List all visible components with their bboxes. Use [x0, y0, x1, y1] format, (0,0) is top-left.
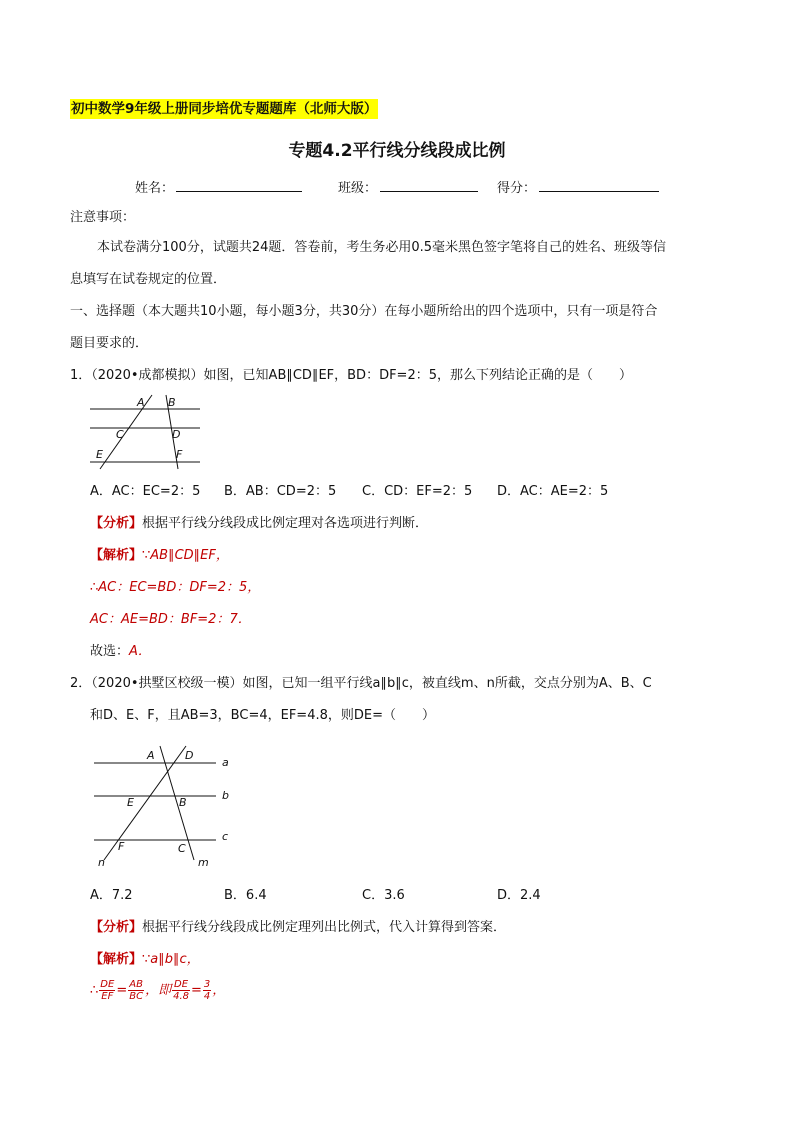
q2-label-line-m: m — [198, 856, 209, 869]
q2-option-c[interactable]: C．3.6 — [362, 888, 405, 903]
q1-answer — [90, 643, 151, 661]
q1-option-d[interactable]: D．AC：AE=2：5 — [497, 484, 609, 499]
q1-label-a: A — [137, 396, 145, 409]
q1-answer-prefix: 故选： — [90, 644, 130, 659]
score-label: 得分： — [497, 181, 537, 196]
q1-label-c: C — [116, 428, 124, 441]
section-1-line-1: 一、选择题（本大题共10小题，每小题3分，共30分）在每小题所给出的四个选项中，只有一项是符合 — [70, 304, 658, 319]
q1-option-a[interactable]: A．AC：EC=2：5 — [90, 484, 201, 499]
q1-solution-line-2: ∴AC：EC=BD：DF=2：5， — [90, 580, 261, 595]
q2-label-e: E — [127, 796, 134, 809]
q2-label-f: F — [118, 840, 125, 853]
q2-label-line-b: b — [222, 789, 229, 802]
q2-option-d[interactable]: D．2.4 — [497, 888, 541, 903]
q2-frac2-num: AB — [129, 979, 143, 990]
q2-solution-tag: 【解析】 — [90, 952, 143, 967]
q2-fraction-de-48 — [172, 979, 190, 1002]
score-field-line[interactable] — [539, 191, 659, 192]
q2-analysis — [90, 919, 506, 937]
q1-figure — [88, 393, 208, 473]
q2-frac3-num: DE — [174, 979, 189, 990]
q2-source: （2020•拱墅区校级一模） — [91, 676, 243, 691]
q1-analysis — [90, 515, 428, 533]
q1-option-b[interactable]: B．AB：CD=2：5 — [224, 484, 337, 499]
q2-frac3-den: 4.8 — [173, 991, 189, 1002]
q1-analysis-tag: 【分析】 — [90, 516, 143, 531]
document-title: 专题4.2平行线分线段成比例 — [288, 141, 506, 161]
series-title: 初中数学9年级上册同步培优专题题库（北师大版） — [71, 101, 378, 117]
q1-label-b: B — [168, 396, 176, 409]
q2-fraction-ab-bc — [128, 979, 144, 1002]
notice-line-2: 息填写在试卷规定的位置． — [70, 272, 227, 287]
q2-label-line-a: a — [222, 756, 229, 769]
q2-fraction-de-ef — [99, 979, 115, 1002]
q2-frac4-den: 4 — [203, 991, 211, 1002]
notice-heading: 注意事项： — [70, 210, 136, 225]
section-1-line-2: 题目要求的． — [70, 336, 149, 351]
q1-source: （2020•成都模拟） — [91, 368, 204, 383]
class-field-line[interactable] — [380, 191, 478, 192]
q2-option-b[interactable]: B．6.4 — [224, 888, 267, 903]
q1-number: 1． — [70, 368, 92, 383]
notice-line-1: 本试卷满分100分，试题共24题．答卷前，考生务必用0.5毫米黑色签字笔将自己的姓名、班级等信 — [97, 240, 667, 255]
name-field-line[interactable] — [176, 191, 302, 192]
q2-label-b: B — [179, 796, 187, 809]
q1-solution-line-1: ∵AB∥CD∥EF， — [142, 548, 229, 563]
q2-mid: ，即 — [145, 983, 172, 998]
q1-analysis-text: 根据平行线分线段成比例定理对各选项进行判断． — [142, 516, 429, 531]
q2-therefore: ∴ — [90, 983, 99, 998]
q2-number: 2． — [70, 676, 92, 691]
q1-solution — [90, 547, 229, 565]
q1-option-c[interactable]: C．CD：EF=2：5 — [362, 484, 473, 499]
q2-frac1-den: EF — [101, 991, 114, 1002]
name-label: 姓名： — [135, 181, 175, 196]
q2-label-d: D — [185, 749, 194, 762]
q2-solution — [90, 951, 200, 969]
q2-stem-line-1 — [70, 675, 652, 693]
q1-label-f: F — [176, 448, 183, 461]
q2-label-a: A — [147, 749, 155, 762]
q2-text-line-1: 如图，已知一组平行线a∥b∥c，被直线m、n所截，交点分别为A、B、C — [242, 676, 652, 691]
q1-text: 如图，已知AB∥CD∥EF，BD：DF=2：5，那么下列结论正确的是（ ） — [203, 368, 632, 383]
q1-answer-value: A． — [129, 644, 151, 659]
q2-label-line-n: n — [98, 856, 105, 869]
q2-frac2-den: BC — [129, 991, 144, 1002]
q2-analysis-text: 根据平行线分线段成比例定理列出比例式，代入计算得到答案． — [142, 920, 507, 935]
q2-stem-line-2: 和D、E、F，且AB=3，BC=4，EF=4.8，则DE=（ ） — [90, 708, 435, 723]
q2-solution-line-1: ∵a∥b∥c， — [142, 952, 200, 967]
class-label: 班级： — [338, 181, 378, 196]
q2-frac4-num: 3 — [203, 979, 211, 990]
q1-label-d: D — [172, 428, 181, 441]
q2-option-a[interactable]: A．7.2 — [90, 888, 133, 903]
q2-label-line-c: c — [222, 830, 229, 843]
q2-solution-line-2: ∴ $\frac{DE}{EF}$ = $\frac{AB}{BC}$ ，即 $\frac{DE}{4.8}$ = $\frac{3}{4}$ ， — [90, 979, 226, 1002]
q2-end: ， — [212, 983, 226, 998]
q2-frac1-num: DE — [100, 979, 115, 990]
q2-fraction-3-4 — [203, 979, 211, 1002]
q1-solution-tag: 【解析】 — [90, 548, 143, 563]
q2-analysis-tag: 【分析】 — [90, 920, 143, 935]
q1-label-e: E — [96, 448, 103, 461]
q1-stem — [70, 367, 632, 385]
q1-solution-line-3: AC：AE=BD：BF=2：7． — [90, 612, 251, 627]
q2-label-c: C — [178, 842, 186, 855]
q2-figure — [92, 744, 232, 868]
